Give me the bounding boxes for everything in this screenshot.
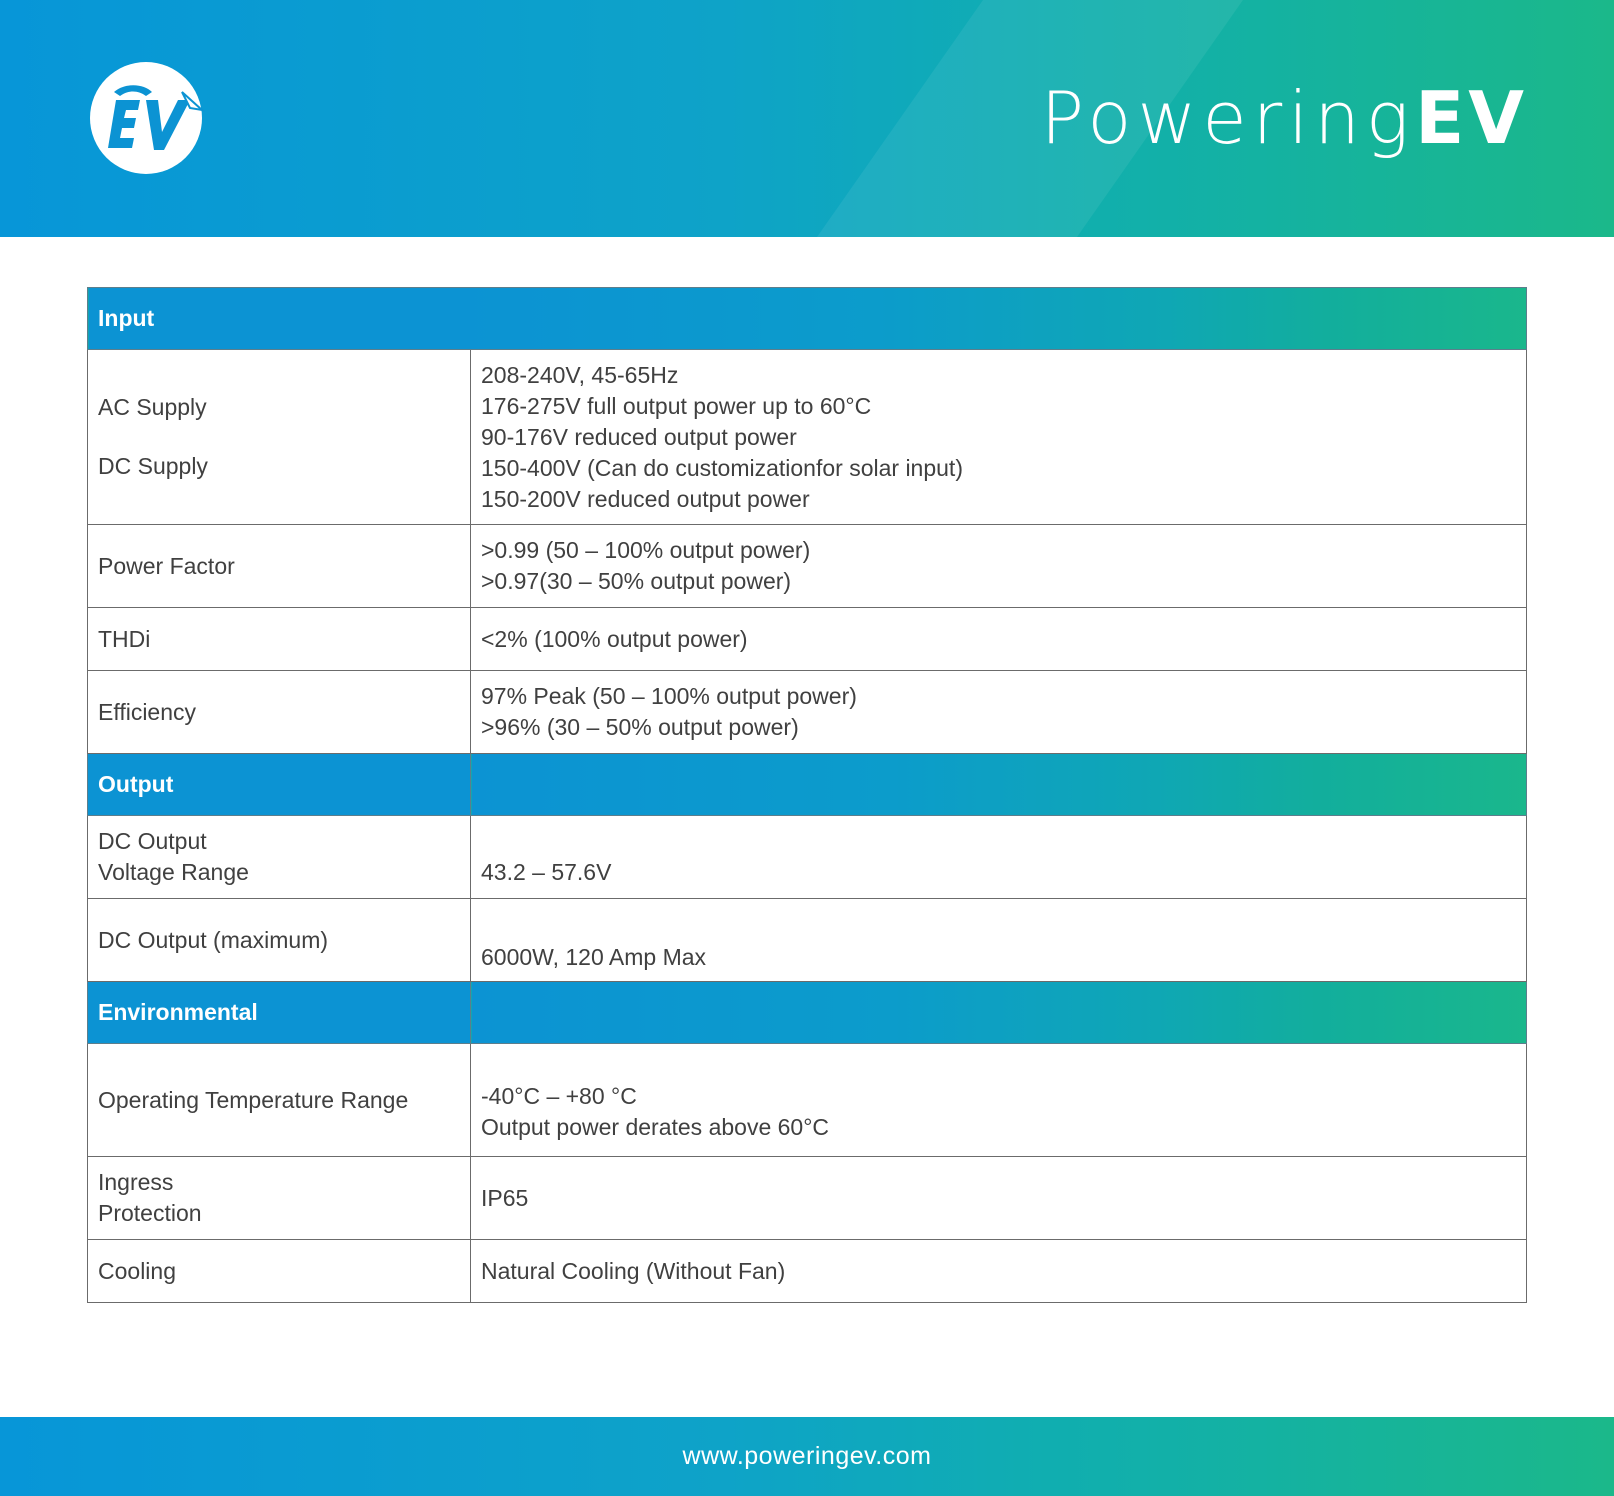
table-row [88,1044,1527,1157]
spec-value-line: Output power derates above 60°C [481,1114,830,1140]
spec-value-ingress-protection: IP65 [471,1157,1527,1240]
powering-ev-logo-icon [86,58,206,178]
section-row-input [88,288,1527,350]
table-row [88,1240,1527,1303]
spec-label-dc-output-voltage [88,816,471,899]
spec-value-line: 150-400V (Can do customizationfor solar input) [481,454,963,481]
spec-value-dc-output-max [471,899,1527,982]
brand-wordmark [1041,78,1528,158]
table-row [88,350,1527,525]
spec-label-thdi: THDi [88,608,471,671]
spec-label-line: DC Output [98,828,207,854]
spec-value-line: 6000W, 120 Amp Max [481,944,707,970]
spec-label-line: Voltage Range [98,859,249,885]
footer-banner [0,1417,1614,1496]
spec-value-supply [471,350,1527,525]
spec-value-line: 97% Peak (50 – 100% output power) [481,683,857,709]
spec-label-line: Protection [98,1200,202,1226]
section-band [471,754,1527,816]
spec-label-ingress-protection [88,1157,471,1240]
spec-value-line: 90-176V reduced output power [481,423,797,450]
spec-label-cooling: Cooling [88,1240,471,1303]
table-row [88,1157,1527,1240]
table-row [88,816,1527,899]
spec-value-dc-output-voltage [471,816,1527,899]
spec-value-line: 43.2 – 57.6V [481,859,612,885]
section-title-output: Output [88,754,471,816]
spec-label-ac-supply: AC Supply [98,394,207,420]
spec-value-efficiency [471,671,1527,754]
spec-label-operating-temperature: Operating Temperature Range [88,1044,471,1157]
spec-value-line: -40°C – +80 °C [481,1083,637,1109]
spec-label-dc-supply: DC Supply [98,453,208,479]
header-banner [0,0,1614,237]
section-title-input: Input [88,288,1527,350]
spec-value-line: 208-240V, 45-65Hz [481,361,679,388]
footer-website-link[interactable]: www.poweringev.com [682,1442,932,1470]
brand-bold-text: EV [1415,76,1528,160]
table-row [88,525,1527,608]
spec-table [87,287,1527,1303]
section-row-environmental [88,982,1527,1044]
spec-value-line: 176-275V full output power up to 60°C [481,392,872,419]
spec-value-line: >0.99 (50 – 100% output power) [481,537,811,563]
spec-label-line: Ingress [98,1169,174,1195]
spec-label-dc-output-max: DC Output (maximum) [88,899,471,982]
spec-value-line: >0.97(30 – 50% output power) [481,568,792,594]
spec-value-operating-temperature [471,1044,1527,1157]
spec-value-thdi: <2% (100% output power) [471,608,1527,671]
spec-label-efficiency: Efficiency [88,671,471,754]
section-title-environmental: Environmental [88,982,471,1044]
brand-light-text: Powering [1040,76,1416,160]
spec-value-cooling: Natural Cooling (Without Fan) [471,1240,1527,1303]
spec-value-line: >96% (30 – 50% output power) [481,714,799,740]
section-row-output [88,754,1527,816]
spec-label-power-factor: Power Factor [88,525,471,608]
table-row [88,608,1527,671]
table-row [88,899,1527,982]
spec-label-ac-dc-supply [88,350,471,525]
spec-value-line: 150-200V reduced output power [481,485,810,512]
table-row [88,671,1527,754]
section-band [471,982,1527,1044]
spec-value-power-factor [471,525,1527,608]
